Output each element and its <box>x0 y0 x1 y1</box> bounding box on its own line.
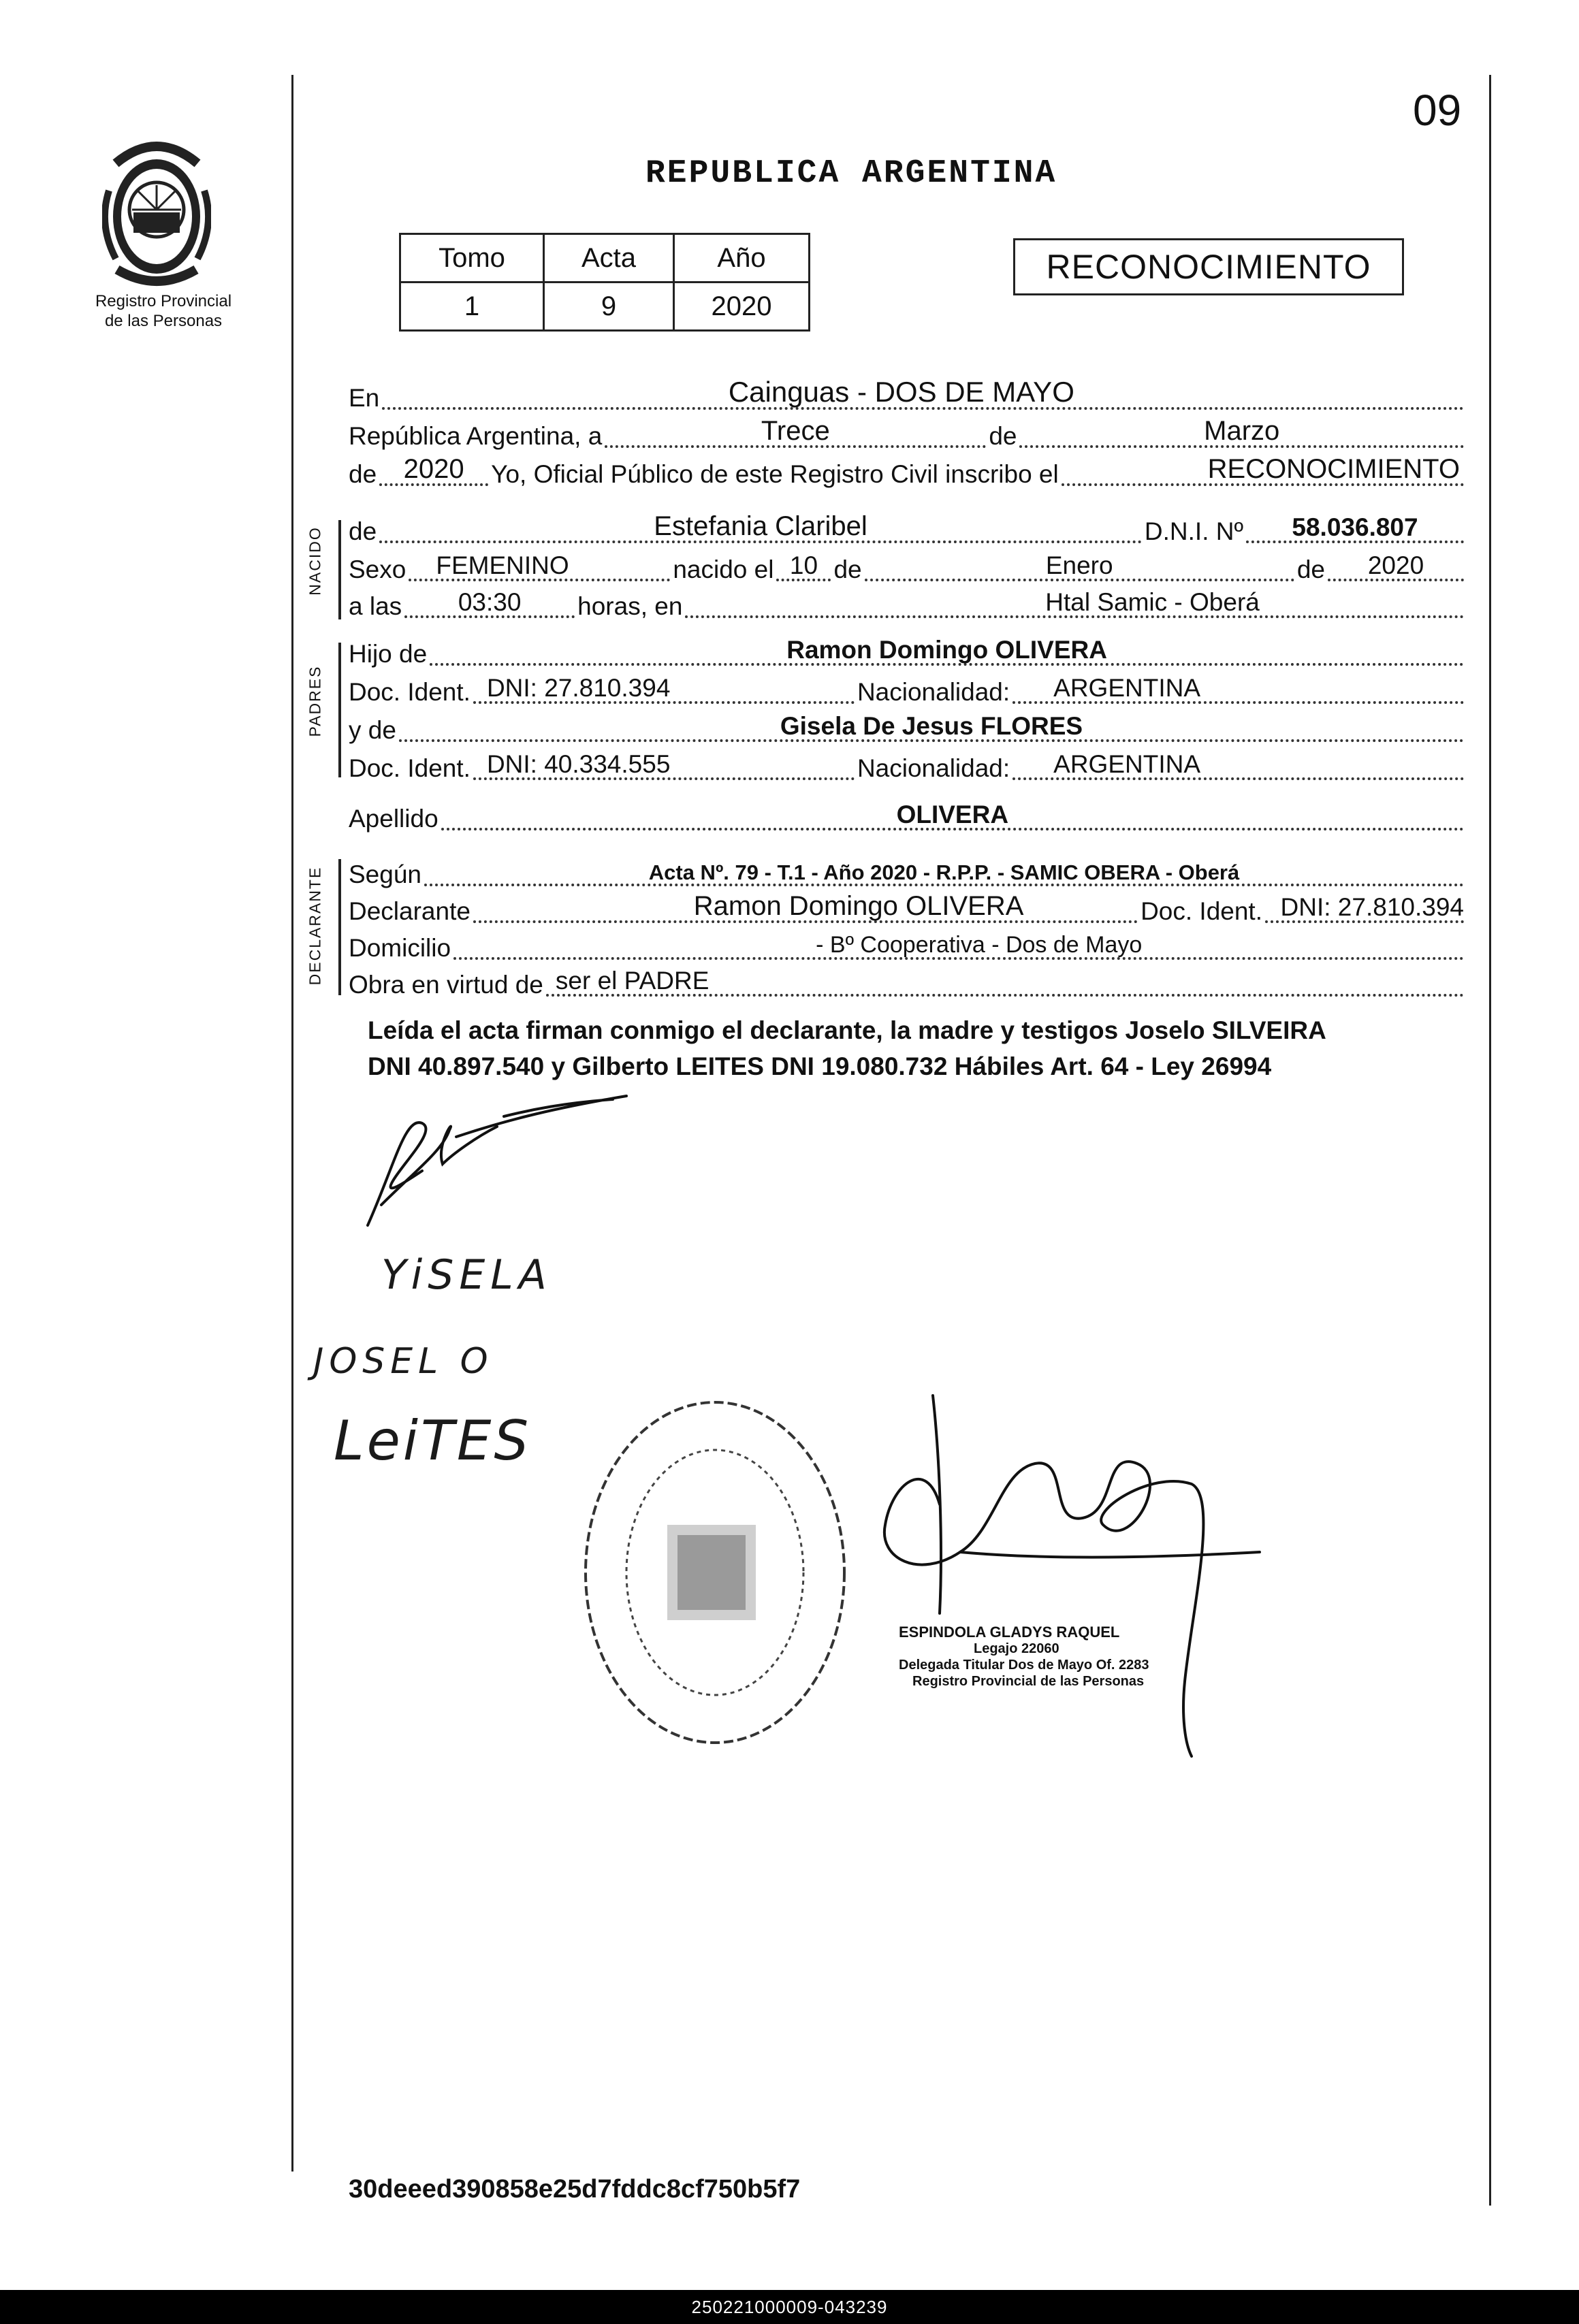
born-name-value: Estefania Claribel <box>654 511 867 541</box>
row-year <box>349 452 1467 489</box>
row-date <box>349 414 1467 451</box>
footer-id-bar <box>0 2290 1579 2324</box>
registry-label <box>78 291 249 331</box>
birth-year-field <box>1328 551 1464 581</box>
closing-line-1: Leída el acta firman conmigo el declarante, la madre y testigos Joselo SILVEIRA <box>368 1016 1326 1044</box>
mother-name-value: Gisela De Jesus FLORES <box>780 712 1083 740</box>
row-declarante <box>349 889 1467 926</box>
segun-value: Acta Nº. 79 - T.1 - Año 2020 - R.P.P. - SAMIC OBERA - Oberá <box>648 860 1240 884</box>
place-value: Cainguas - DOS DE MAYO <box>728 376 1074 408</box>
mother-name-field <box>399 712 1464 742</box>
row-surname <box>349 796 1467 833</box>
domicilio-label: Domicilio <box>349 934 451 962</box>
born-de-label-3: de <box>1296 555 1325 583</box>
record-value-acta: 9 <box>544 283 674 331</box>
de-label: de <box>989 422 1017 450</box>
closing-statement <box>368 1012 1326 1084</box>
apellido-field <box>441 801 1464 830</box>
registry-label-line2: de las Personas <box>104 312 223 330</box>
page-number: 09 <box>1413 86 1462 135</box>
month-field <box>1019 416 1464 448</box>
record-value-ano: 2020 <box>674 283 810 331</box>
row-born-name <box>349 509 1467 546</box>
declarante-doc-value: DNI: 27.810.394 <box>1280 893 1464 921</box>
declarante-label: Declarante <box>349 897 470 925</box>
row-born-time <box>349 584 1467 621</box>
birth-month-field <box>865 551 1294 581</box>
birth-day-field <box>776 551 831 581</box>
row-obra <box>349 963 1467 999</box>
dni-label: D.N.I. Nº <box>1144 517 1243 545</box>
inscribe-value: RECONOCIMIENTO <box>1207 454 1460 484</box>
sexo-field <box>409 551 670 581</box>
day-value: Trece <box>761 416 830 446</box>
row-domicilio <box>349 926 1467 963</box>
father-doc-field <box>473 674 855 704</box>
row-father <box>349 632 1467 668</box>
closing-line-2: DNI 40.897.540 y Gilberto LEITES DNI 19.080.732 Hábiles Art. 64 - Ley 26994 <box>368 1052 1272 1080</box>
mother-doc-field <box>473 750 855 780</box>
witness-handwritten-name-1: JOSEL O <box>313 1341 494 1382</box>
record-header-acta: Acta <box>544 234 674 283</box>
declarant-bracket <box>338 859 341 995</box>
time-value: 03:30 <box>458 588 522 616</box>
apellido-label: Apellido <box>349 805 438 833</box>
parents-section-label: PADRES <box>306 665 324 737</box>
provincia-de-misiones-seal-icon <box>102 136 211 293</box>
row-mother <box>349 708 1467 745</box>
year-field <box>379 454 488 486</box>
officer-text: Yo, Oficial Público de este Registro Civil inscribo el <box>491 460 1059 488</box>
birth-day-value: 10 <box>789 551 818 579</box>
father-nat-label: Nacionalidad: <box>857 678 1010 706</box>
act-type-box: RECONOCIMIENTO <box>1013 238 1404 295</box>
page-title: REPUBLICA ARGENTINA <box>645 155 1057 192</box>
footer-id: 250221000009-043239 <box>691 2296 888 2317</box>
father-name-value: Ramon Domingo OLIVERA <box>786 636 1107 664</box>
official-stamp-name: ESPINDOLA GLADYS RAQUEL <box>899 1624 1120 1641</box>
domicilio-field <box>453 932 1464 960</box>
domicilio-value: - Bº Cooperativa - Dos de Mayo <box>816 932 1143 958</box>
birth-month-value: Enero <box>1045 551 1113 579</box>
born-section-label: NACIDO <box>306 526 324 596</box>
born-de-label-2: de <box>833 555 862 583</box>
right-margin-line <box>1489 75 1491 2206</box>
record-table <box>399 233 810 332</box>
left-margin-line <box>291 75 293 2172</box>
horas-label: horas, en <box>577 592 683 620</box>
witness-handwritten-name-2: LeiTES <box>334 1409 532 1472</box>
record-value-tomo: 1 <box>400 283 544 331</box>
born-name-field <box>379 511 1142 543</box>
obra-value: ser el PADRE <box>555 967 709 995</box>
mother-nat-label: Nacionalidad: <box>857 754 1010 782</box>
row-segun <box>349 852 1467 889</box>
mother-doc-value: DNI: 40.334.555 <box>486 750 671 778</box>
record-header-ano: Año <box>674 234 810 283</box>
row-place <box>349 376 1467 413</box>
official-stamp-legajo: Legajo 22060 <box>974 1641 1059 1656</box>
a-las-label: a las <box>349 592 402 620</box>
en-label: En <box>349 384 380 412</box>
hijo-label: Hijo de <box>349 640 428 668</box>
born-dni-value: 58.036.807 <box>1292 513 1418 541</box>
segun-field <box>424 860 1464 886</box>
day-field <box>605 416 986 448</box>
declarante-doc-label: Doc. Ident. <box>1141 897 1262 925</box>
father-nat-value: ARGENTINA <box>1053 674 1201 702</box>
birth-place-field <box>685 588 1464 618</box>
month-value: Marzo <box>1204 416 1280 446</box>
obra-label: Obra en virtud de <box>349 971 543 999</box>
official-stamp-role: Delegada Titular Dos de Mayo Of. 2283 <box>899 1658 1149 1673</box>
mother-handwritten-name: YiSELA <box>381 1251 552 1299</box>
declarante-value: Ramon Domingo OLIVERA <box>693 891 1024 921</box>
birth-year-value: 2020 <box>1367 551 1424 579</box>
mother-nat-field <box>1012 750 1464 780</box>
row-mother-doc <box>349 746 1467 783</box>
de2-label: de <box>349 460 377 488</box>
republica-label: República Argentina, a <box>349 422 603 450</box>
nacido-label: nacido el <box>673 555 774 583</box>
declarant-signature-icon <box>340 1089 654 1246</box>
time-field <box>404 588 575 618</box>
born-de-label: de <box>349 517 377 545</box>
apellido-value: OLIVERA <box>896 801 1009 828</box>
parents-bracket <box>338 643 341 777</box>
official-signature-icon <box>865 1389 1287 1777</box>
record-header-tomo: Tomo <box>400 234 544 283</box>
inscribe-field <box>1062 454 1464 486</box>
declarante-field <box>473 891 1138 923</box>
official-stamp <box>899 1624 1149 1690</box>
document-hash: 30deeed390858e25d7fddc8cf750b5f7 <box>349 2175 801 2204</box>
mother-nat-value: ARGENTINA <box>1053 750 1201 778</box>
birth-place-value: Htal Samic - Oberá <box>1045 588 1260 616</box>
sexo-label: Sexo <box>349 555 406 583</box>
y-de-label: y de <box>349 716 396 744</box>
sexo-value: FEMENINO <box>436 551 569 579</box>
father-doc-label: Doc. Ident. <box>349 678 470 706</box>
year-value: 2020 <box>403 454 464 484</box>
declarant-section-label: DECLARANTE <box>306 866 324 986</box>
declarante-doc-field <box>1265 893 1464 923</box>
registry-label-line1: Registro Provincial <box>95 292 232 310</box>
father-doc-value: DNI: 27.810.394 <box>486 674 671 702</box>
born-bracket <box>338 520 341 619</box>
obra-field <box>546 967 1464 997</box>
segun-label: Según <box>349 860 421 888</box>
born-dni-field <box>1246 513 1464 543</box>
registry-round-stamp-icon <box>565 1389 865 1756</box>
row-born-sex <box>349 547 1467 584</box>
row-father-doc <box>349 670 1467 707</box>
official-stamp-registry: Registro Provincial de las Personas <box>912 1674 1145 1689</box>
mother-doc-label: Doc. Ident. <box>349 754 470 782</box>
place-field <box>382 376 1464 410</box>
father-nat-field <box>1012 674 1464 704</box>
father-name-field <box>430 636 1464 666</box>
